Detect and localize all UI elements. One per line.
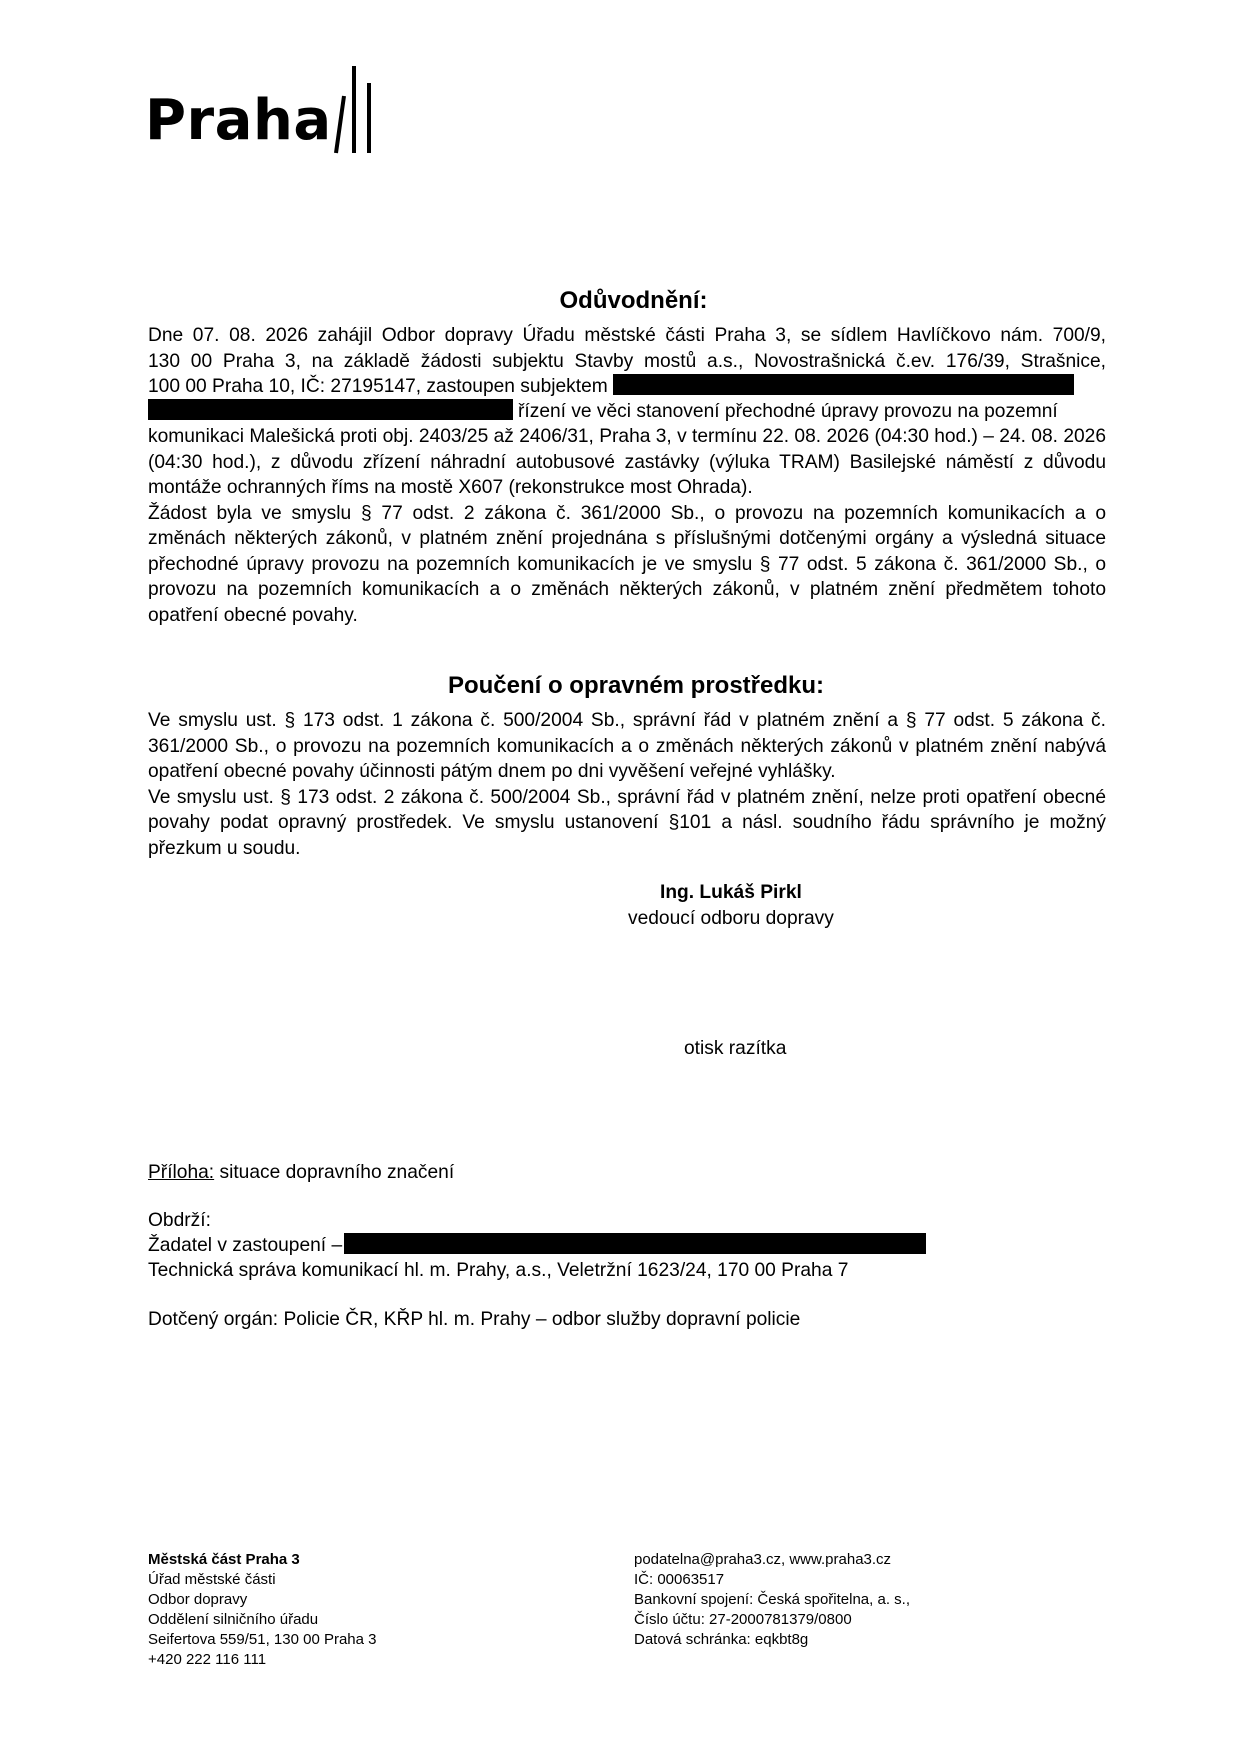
remedy-paragraph-2: Ve smyslu ust. § 173 odst. 2 zákona č. 500/2004 Sb., správní řád v platném znění, nelze proti opatření obecné povahy podat opravný prostředek. Ve smyslu ustanovení §101 a násl. soudního řádu správního je možný přezkum u soudu. (148, 786, 1106, 859)
justification-line-4-text: řízení ve věci stanovení přechodné úpravy provozu na pozemní (518, 401, 1058, 422)
footer-right (634, 1550, 910, 1650)
attachment-row (148, 1160, 454, 1185)
footer-contact: podatelna@praha3.cz, www.praha3.cz (634, 1551, 892, 1568)
justification-line-2: 130 00 Praha 3, na základě žádosti subjektu Stavby mostů a.s., Novostrašnická č.ev. 176/39, Strašnice, (148, 350, 1106, 372)
stamp-placeholder: otisk razítka (684, 1038, 787, 1059)
recipient-applicant (148, 1233, 926, 1258)
attachment-value: situace dopravního značení (219, 1162, 455, 1183)
justification-section (148, 323, 1106, 628)
justification-line-3-text: 100 00 Praha 10, IČ: 27195147, zastoupen subjektem (148, 376, 608, 397)
attachment-label: Příloha: (148, 1162, 215, 1183)
signatory-role: vedoucí odboru dopravy (628, 908, 834, 929)
redaction-block (148, 399, 513, 420)
footer-right-line: Číslo účtu: 27-2000781379/0800 (634, 1611, 852, 1628)
recipient-tsk: Technická správa komunikací hl. m. Prahy, a.s., Veletržní 1623/24, 170 00 Praha 7 (148, 1260, 849, 1281)
footer-right-line: Datová schránka: eqkbt8g (634, 1631, 809, 1648)
justification-line-1: Dne 07. 08. 2026 zahájil Odbor dopravy Úřadu městské části Praha 3, se sídlem Havlíčkovo nám. 700/9, (148, 325, 1106, 346)
remedy-section (148, 708, 1106, 861)
footer-right-line: IČ: 00063517 (634, 1571, 725, 1588)
praha-logo-text: Praha (145, 88, 332, 153)
footer-left (148, 1550, 377, 1670)
footer-office-name: Městská část Praha 3 (148, 1551, 300, 1568)
footer-left-line: Oddělení silničního úřadu (148, 1611, 319, 1628)
redaction-block (344, 1233, 926, 1254)
footer-left-line: Odbor dopravy (148, 1591, 248, 1608)
signatory-name: Ing. Lukáš Pirkl (660, 882, 802, 903)
justification-request: Žádost byla ve smyslu § 77 odst. 2 zákona č. 361/2000 Sb., o provozu na pozemních komunikacích a o změnách některých zákonů, v platném znění projednána s příslušnými dotčenými orgány a výsledná situace přechodné úpravy provozu na pozemních komunikacích je ve smyslu § 77 odst. 5 zákona č. 361/2000 Sb., o provozu na pozemních komunikacích a o změnách některých zákonů, v platném znění předmětem tohoto opatření obecné povahy. (148, 502, 1106, 626)
recipient-applicant-text: Žadatel v zastoupení – (148, 1235, 343, 1256)
justification-line-3 (148, 374, 1106, 399)
footer-left-line: Úřad městské části (148, 1571, 276, 1588)
justification-heading: Odůvodnění: (559, 287, 708, 314)
justification-line-4 (148, 399, 1106, 424)
footer-left-line: +420 222 116 111 (148, 1651, 267, 1668)
remedy-paragraph-1: Ve smyslu ust. § 173 odst. 1 zákona č. 500/2004 Sb., správní řád v platném znění a § 77 odst. 5 zákona č. 361/2000 Sb., o provozu na pozemních komunikacích a o změnách některých zákonů v platném znění nabývá opatření obecné povahy účinnosti pátým dnem po dni vyvěšení veřejné vyhlášky. (148, 710, 1106, 782)
recipients-section (148, 1208, 926, 1283)
remedy-heading: Poučení o opravném prostředku: (447, 672, 825, 699)
recipients-label: Obdrží: (148, 1210, 211, 1231)
footer-left-line: Seifertova 559/51, 130 00 Praha 3 (148, 1631, 377, 1648)
concerned-authority: Dotčený orgán: Policie ČR, KŘP hl. m. Prahy – odbor služby dopravní policie (148, 1309, 801, 1330)
footer-right-line: Bankovní spojení: Česká spořitelna, a. s., (634, 1591, 910, 1608)
praha-logo-mark-icon (320, 58, 380, 168)
justification-body: komunikaci Malešická proti obj. 2403/25 až 2406/31, Praha 3, v termínu 22. 08. 2026 (04:30 hod.) – 24. 08. 2026 (04:30 hod.), z důvodu zřízení náhradní autobusové zastávky (výluka TRAM) Basilejské náměstí z důvodu montáže ochranných říms na mostě X607 (rekonstrukce most Ohrada). (148, 426, 1106, 498)
redaction-block (613, 374, 1074, 395)
